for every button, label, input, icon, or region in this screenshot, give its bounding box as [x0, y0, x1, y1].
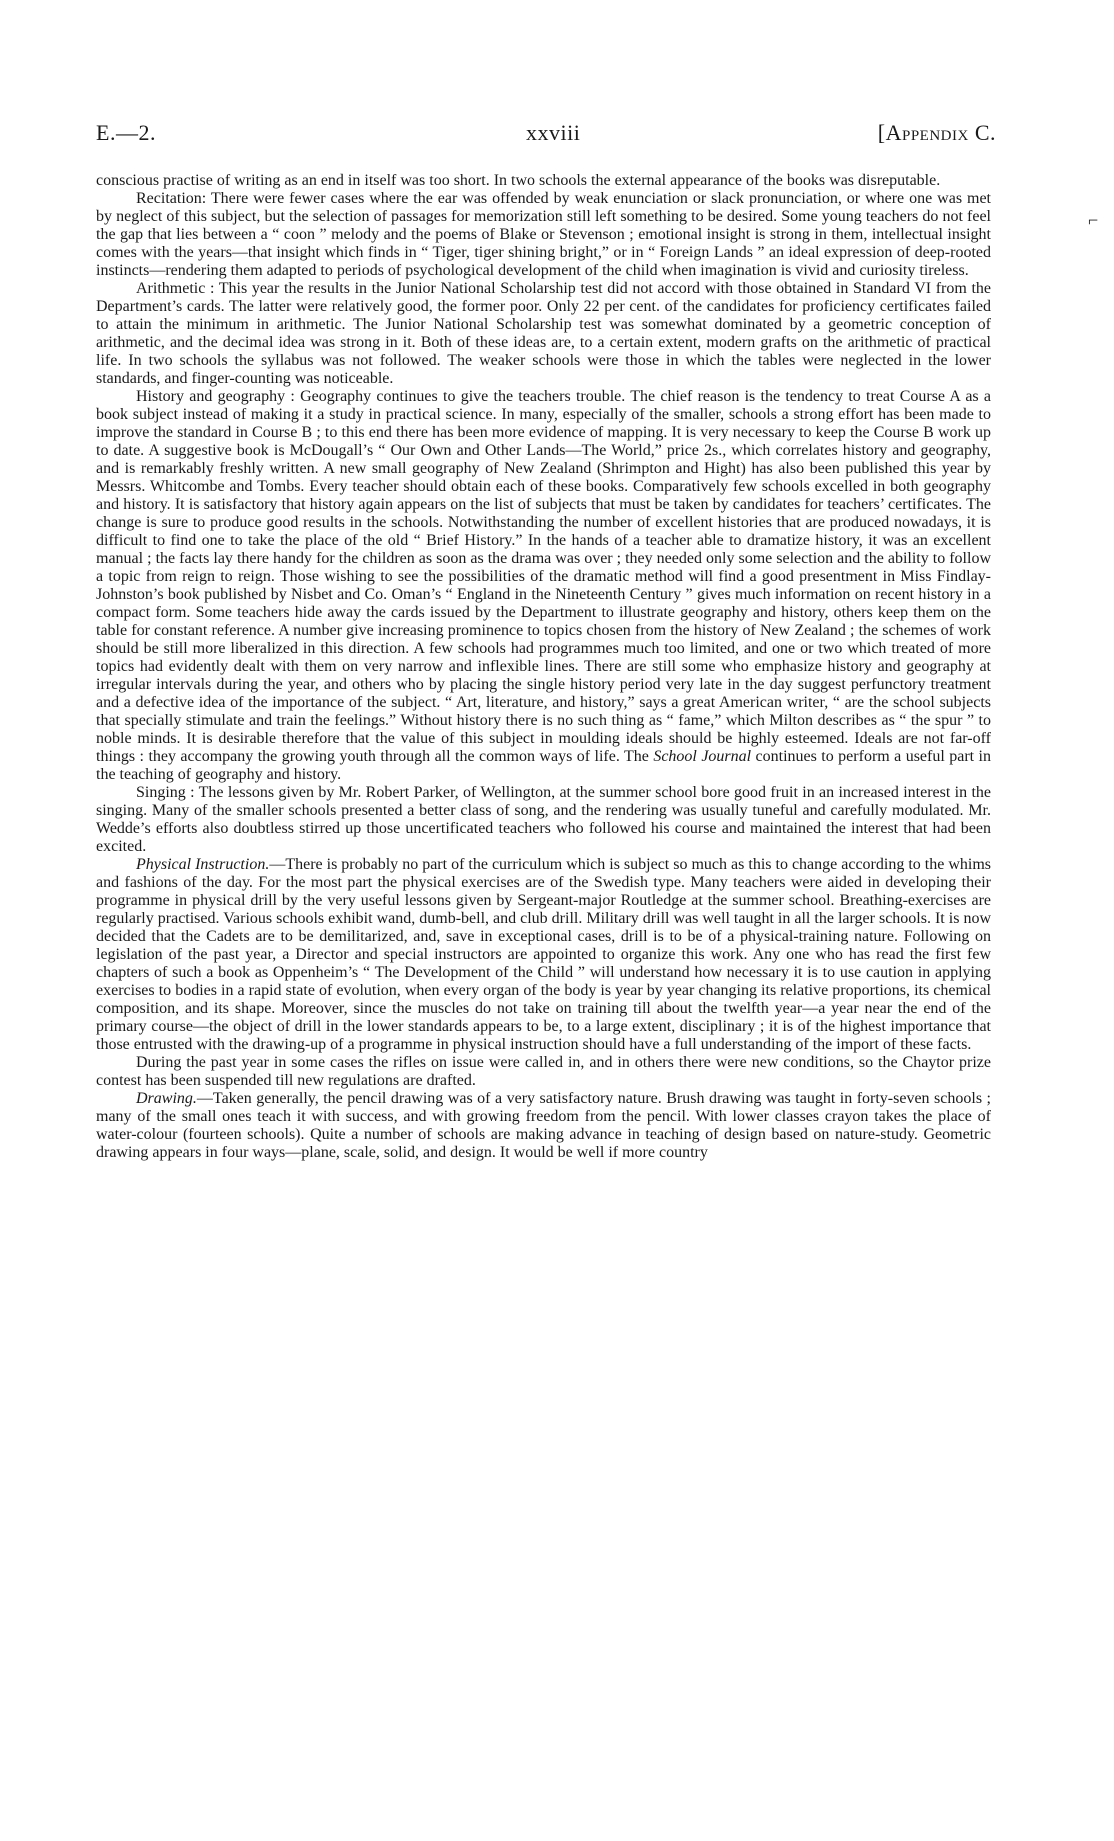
paragraph-text: This year the results in the Junior National Scholarship test did not accord with those obtained in Standard VI from the Department’s cards. The latter were relatively good, the former poor. Only 22 per cent. of the candidates for proficiency certificates failed to attain the minimum in arithmetic. The Junior National Scholarship test was somewhat dominated by a geometric conception of arithmetic, and the decimal idea was strong in it. Both of these ideas are, to a certain extent, modern grafts on the arithmetic of practical life. In two schools the syllabus was not followed. The weaker schools were those in which the tables were neglected in the lower standards, and finger-counting was noticeable.	[96, 280, 992, 387]
paragraph-text: Taken generally, the pencil drawing was of a very satisfactory nature. Brush drawing was taught in forty-seven schools ; many of the small ones teach it with success, and with growing freedom from the pencil. With lower classes crayon takes the place of water-colour (fourteen schools). Quite a number of schools are making advance in teaching of design based on nature-study. Geometric drawing appears in four ways—plane, scale, solid, and design. It would be well if more country	[96, 1090, 991, 1161]
margin-mark: ⌐	[1088, 210, 1099, 230]
paragraph-text: There is probably no part of the curriculum which is subject so much as this to change according to the whims and fashions of the day. For the most part the physical exercises are of the Swedish type. Many teachers were aided in developing their programme in physical drill by the very useful lessons given by Sergeant-major Routledge at the summer school. Breathing-exercises are regularly practised. Various schools exhibit wand, dumb-bell, and club drill. Military drill was well taught in all the larger schools. It is now decided that the Cadets are to be demilitarized, and, save in exceptional cases, drill is to be of a physical-training nature. Following on legislation of the past year, a Director and special instructors are appointed to organize this work. Any one who has read the first few chapters of such a book as Oppenheim’s “ The Development of the Child ” will understand how necessary it is to use caution in applying exercises to bodies in a rapid state of evolution, when every organ of the body is year by year changing its relative proportions, its chemical composition, and its shape. Moreover, since the muscles do not take on training till about the twelfth year—a year near the end of the primary course—the object of drill in the lower standards appears to be, to a large extent, disciplinary ; it is of the highest importance that those entrusted with the drawing-up of a programme in physical instruction should have a full understanding of the import of these facts.	[96, 856, 992, 1053]
paragraph-text: There were fewer cases where the ear was offended by weak enunciation or slack pronunciation, or where one was met by neglect of this subject, but the selection of passages for memorization still left something to be desired. Some young teachers do not feel the gap that lies between a “ coon ” melody and the poems of Blake or Stevenson ; emotional insight is strong in them, intellectual insight comes with the years—that insight which finds in “ Tiger, tiger shining bright,” or in “ Foreign Lands ” an ideal expression of deep-rooted instincts—rendering them adapted to periods of psychological development of the child when imagination is vivid and curiosity tireless.	[96, 190, 991, 279]
heading-separator: —	[269, 856, 286, 873]
header-appendix: [Appendix C.	[877, 120, 996, 145]
paragraph-physical-instruction	[96, 856, 991, 1054]
paragraph-arithmetic	[96, 280, 991, 388]
paragraph-rifles	[96, 1054, 991, 1090]
header-page-number: xxviii	[526, 120, 581, 145]
heading-separator: :	[205, 280, 219, 297]
paragraph-text: The lessons given by Mr. Robert Parker, of Wellington, at the summer school bore good fruit in an increased interest in the singing. Many of the smaller schools presented a better class of song, and the rendering was usually tuneful and carefully modulated. Mr. Wedde’s efforts also doubtless stirred up those uncertificated teachers who followed his course and maintained the interest that had been excited.	[96, 784, 992, 855]
section-heading-history-geography: History and geography	[136, 388, 286, 405]
paragraph-text: Geography continues to give the teachers trouble. The chief reason is the tendency to treat Course A as a book subject instead of making it a study in practical science. In many, especially of the smaller, schools a strong effort has been made to improve the standard in Course B ; to this end there has been more evidence of mapping. It is very necessary to keep the Course B work up to date. A suggestive book is McDougall’s “ Our Own and Other Lands—The World,” price 2s., which correlates history and geography, and is remarkably freshly written. A new small geography of New Zealand (Shrimpton and Hight) has also been published this year by Messrs. Whitcombe and Tombs. Every teacher should obtain each of these books. Comparatively few schools excelled in both geography and history. It is satisfactory that history again appears on the list of subjects that must be taken by candidates for teachers’ certificates. The change is sure to produce good results in the schools. Notwithstanding the number of excellent histories that are produced nowadays, it is difficult to find one to take the place of the old “ Brief History.” In the hands of a teacher able to dramatize history, it was an excellent manual ; the facts lay there handy for the children as soon as the drama was over ; they needed only some selection and the ability to follow a topic from reign to reign. Those wishing to see the possibilities of the dramatic method will find a good presentment in Miss Findlay-Johnston’s book published by Nisbet and Co. Oman’s “ England in the Nineteenth Century ” gives much information on recent history in a compact form. Some teachers hide away the cards issued by the Department to illustrate geography and history, others keep them on the table for constant reference. A number give increasing prominence to topics chosen from the history of New Zealand ; the schemes of work should be still more liberalized in this direction. A few schools had programmes much too limited, and one or two which treated of more topics had evidently dealt with them on very narrow and inflexible lines. There are still some who emphasize history and geography at irregular intervals during the year, and others who by placing the single history period very late in the day suggest perfunctory treatment and a defective idea of the importance of the subject. “ Art, literature, and history,” says a great American writer, “ are the school subjects that specially stimulate and train the feelings.” Without history there is no such thing as “ fame,” which Milton describes as “ the spur ” to noble minds. It is desirable therefore that the value of this subject in moulding ideals should be highly esteemed. Ideals are not far-off things : they accompany the growing youth through all the common ways of life. The	[96, 388, 991, 765]
header-reference: E.—2.	[96, 120, 156, 145]
italic-title-school-journal: School Journal	[653, 748, 752, 765]
paragraph-singing	[96, 784, 991, 856]
paragraph-text: During the past year in some cases the rifles on issue were called in, and in others there were new conditions, so the Chaytor prize contest has been suspended till new regulations are drafted.	[96, 1054, 991, 1089]
heading-separator: —	[196, 1090, 213, 1107]
page-header	[96, 120, 996, 156]
heading-separator: :	[285, 388, 301, 405]
section-heading-recitation: Recitation	[136, 190, 202, 207]
heading-separator: :	[185, 784, 199, 801]
section-heading-singing: Singing	[136, 784, 186, 801]
paragraph-writing-continued	[96, 172, 991, 190]
paragraph-drawing	[96, 1090, 991, 1162]
heading-separator: :	[201, 190, 211, 207]
section-heading-arithmetic: Arithmetic	[136, 280, 206, 297]
section-heading-drawing: Drawing.	[136, 1090, 197, 1107]
paragraph-text-tail: continues to perform a useful part in the teaching of geography and history.	[96, 748, 992, 783]
paragraph-recitation	[96, 190, 991, 280]
paragraph-text: conscious practise of writing as an end in itself was too short. In two schools the external appearance of the books was disreputable.	[96, 172, 941, 189]
paragraph-history-geography	[96, 388, 991, 784]
section-heading-physical-instruction: Physical Instruction.	[136, 856, 270, 873]
body-text	[96, 172, 991, 1162]
